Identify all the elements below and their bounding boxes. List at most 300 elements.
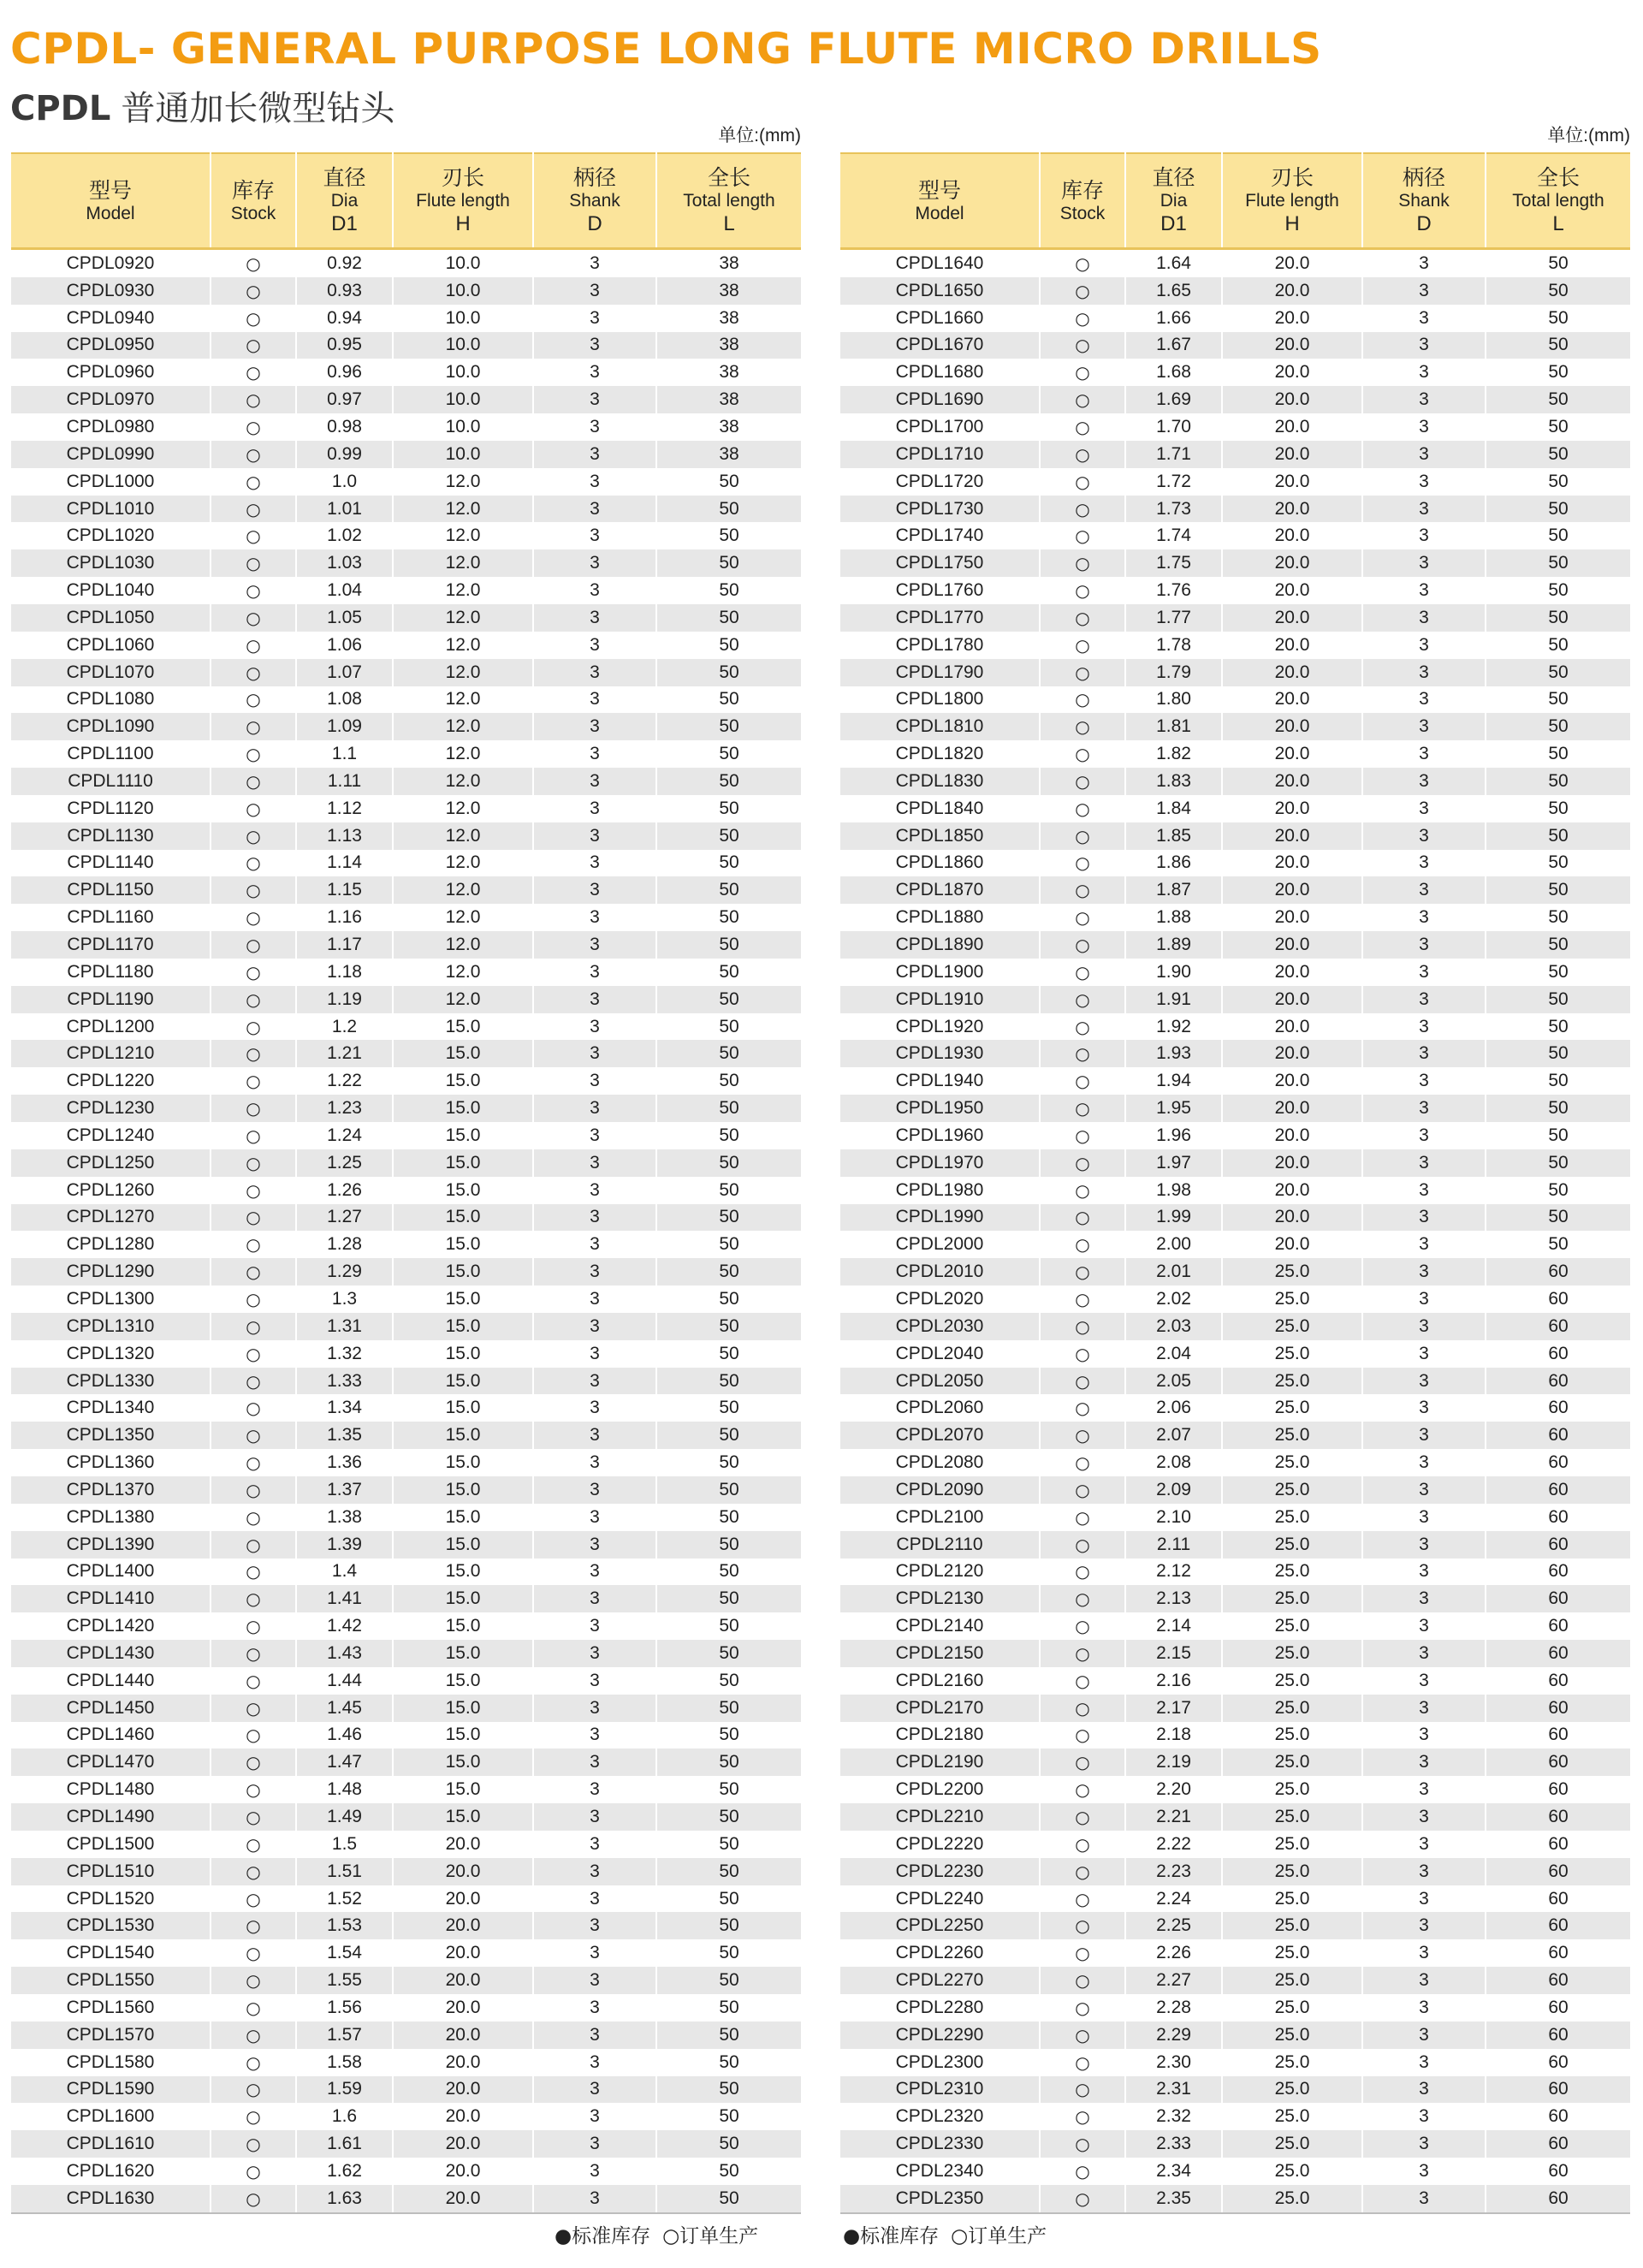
flute-length-cell: 20.0 <box>1222 1204 1362 1232</box>
flute-length-cell: 25.0 <box>1222 1967 1362 1994</box>
model-cell: CPDL1980 <box>895 1179 984 1200</box>
table-row <box>840 1994 1630 2022</box>
total-length-cell: 50 <box>656 1122 801 1149</box>
model-cell: CPDL1820 <box>895 744 984 764</box>
shank-cell: 3 <box>533 822 656 850</box>
flute-length-cell: 20.0 <box>1222 1177 1362 1204</box>
stock-cell: ○ <box>1040 659 1125 686</box>
flute-length-cell: 25.0 <box>1222 1559 1362 1586</box>
dia-cell: 0.96 <box>296 359 393 386</box>
dia-cell: 1.16 <box>296 904 393 931</box>
total-length-cell: 50 <box>656 1422 801 1449</box>
flute-length-cell: 25.0 <box>1222 1612 1362 1640</box>
table-row <box>840 1340 1630 1368</box>
model-cell: CPDL2050 <box>895 1370 984 1391</box>
flute-length-cell: 25.0 <box>1222 1504 1362 1531</box>
total-length-cell: 50 <box>1486 876 1630 904</box>
table-header <box>840 153 1630 249</box>
total-length-cell: 50 <box>1486 577 1630 604</box>
total-length-cell: 50 <box>656 1885 801 1913</box>
stock-cell: ○ <box>1040 1640 1125 1667</box>
dia-cell: 1.25 <box>296 1149 393 1177</box>
table-row <box>11 2103 801 2130</box>
dia-cell: 2.22 <box>1125 1831 1222 1858</box>
shank-cell: 3 <box>1362 931 1486 959</box>
shank-cell: 3 <box>533 305 656 332</box>
dia-cell: 0.98 <box>296 413 393 441</box>
model-cell: CPDL2080 <box>895 1452 984 1473</box>
model-cell: CPDL1970 <box>895 1152 984 1173</box>
dia-cell: 2.26 <box>1125 1939 1222 1967</box>
flute-length-cell: 12.0 <box>393 740 533 768</box>
total-length-cell: 50 <box>656 986 801 1013</box>
model-cell: CPDL2170 <box>895 1697 984 1718</box>
model-cell: CPDL1590 <box>66 2079 155 2099</box>
stock-cell: ○ <box>211 1258 296 1285</box>
total-length-cell: 60 <box>1486 1504 1630 1531</box>
table-row <box>11 1368 801 1395</box>
flute-length-cell: 20.0 <box>1222 277 1362 305</box>
shank-cell: 3 <box>1362 876 1486 904</box>
total-length-cell: 50 <box>656 632 801 659</box>
table-row <box>840 876 1630 904</box>
table-row <box>11 1994 801 2022</box>
total-length-cell: 50 <box>1486 1067 1630 1095</box>
flute-length-cell: 20.0 <box>1222 768 1362 795</box>
total-length-cell: 50 <box>656 1504 801 1531</box>
flute-length-cell: 15.0 <box>393 1285 533 1313</box>
legend-standard-stock: ●标准库存 <box>555 2225 651 2247</box>
table-row <box>840 1204 1630 1232</box>
table-row <box>840 2022 1630 2049</box>
model-cell: CPDL1710 <box>895 443 984 464</box>
model-cell: CPDL1560 <box>66 1997 155 2017</box>
table-row <box>840 1258 1630 1285</box>
shank-cell: 3 <box>1362 1067 1486 1095</box>
shank-cell: 3 <box>533 931 656 959</box>
flute-length-cell: 12.0 <box>393 468 533 496</box>
shank-cell: 3 <box>533 1585 656 1612</box>
table-row <box>840 632 1630 659</box>
stock-cell: ○ <box>1040 2103 1125 2130</box>
model-cell: CPDL1140 <box>67 852 154 873</box>
flute-length-cell: 15.0 <box>393 1095 533 1122</box>
dia-cell: 1.36 <box>296 1449 393 1476</box>
dia-cell: 1.48 <box>296 1776 393 1803</box>
model-cell: CPDL1120 <box>67 798 154 818</box>
flute-length-cell: 20.0 <box>1222 1231 1362 1258</box>
model-cell: CPDL0970 <box>66 389 155 410</box>
dia-cell: 1.95 <box>1125 1095 1222 1122</box>
stock-cell: ○ <box>1040 1695 1125 1722</box>
shank-cell: 3 <box>533 2049 656 2076</box>
dia-cell: 0.97 <box>296 386 393 413</box>
total-length-cell: 50 <box>1486 959 1630 986</box>
flute-length-cell: 12.0 <box>393 577 533 604</box>
shank-cell: 3 <box>533 1340 656 1368</box>
flute-length-cell: 25.0 <box>1222 1340 1362 1368</box>
shank-cell: 3 <box>533 386 656 413</box>
shank-cell: 3 <box>1362 1612 1486 1640</box>
stock-cell: ○ <box>211 1368 296 1395</box>
stock-cell: ○ <box>1040 1585 1125 1612</box>
table-row <box>840 1912 1630 1939</box>
total-length-cell: 50 <box>1486 713 1630 740</box>
flute-length-cell: 25.0 <box>1222 1831 1362 1858</box>
spec-table-left <box>11 152 801 2214</box>
stock-cell: ○ <box>211 1939 296 1967</box>
model-cell: CPDL1670 <box>895 335 984 355</box>
stock-cell: ○ <box>211 822 296 850</box>
stock-cell: ○ <box>1040 522 1125 549</box>
dia-cell: 2.13 <box>1125 1585 1222 1612</box>
dia-cell: 1.2 <box>296 1013 393 1041</box>
total-length-cell: 60 <box>1486 1722 1630 1749</box>
shank-cell: 3 <box>533 876 656 904</box>
stock-cell: ○ <box>1040 468 1125 496</box>
stock-cell: ○ <box>211 1449 296 1476</box>
flute-length-cell: 15.0 <box>393 1204 533 1232</box>
table-row <box>11 1831 801 1858</box>
flute-length-cell: 15.0 <box>393 1177 533 1204</box>
total-length-cell: 50 <box>656 2076 801 2104</box>
shank-cell: 3 <box>533 413 656 441</box>
flute-length-cell: 15.0 <box>393 1748 533 1776</box>
total-length-cell: 60 <box>1486 1803 1630 1831</box>
table-row <box>11 632 801 659</box>
stock-cell: ○ <box>211 496 296 523</box>
table-row <box>11 850 801 877</box>
flute-length-cell: 15.0 <box>393 1258 533 1285</box>
dia-cell: 1.3 <box>296 1285 393 1313</box>
table-row <box>11 686 801 714</box>
dia-cell: 1.03 <box>296 549 393 577</box>
total-length-cell: 50 <box>656 1559 801 1586</box>
shank-cell: 3 <box>533 2103 656 2130</box>
shank-cell: 3 <box>533 768 656 795</box>
flute-length-cell: 25.0 <box>1222 1748 1362 1776</box>
shank-cell: 3 <box>1362 2130 1486 2158</box>
shank-cell: 3 <box>533 1994 656 2022</box>
shank-cell: 3 <box>533 1640 656 1667</box>
dia-cell: 2.30 <box>1125 2049 1222 2076</box>
table-row <box>11 795 801 822</box>
shank-cell: 3 <box>1362 1831 1486 1858</box>
total-length-cell: 50 <box>1486 1231 1630 1258</box>
dia-cell: 2.31 <box>1125 2076 1222 2104</box>
flute-length-cell: 12.0 <box>393 876 533 904</box>
total-length-cell: 60 <box>1486 1748 1630 1776</box>
dia-cell: 1.64 <box>1125 249 1222 277</box>
stock-cell: ○ <box>211 1394 296 1422</box>
flute-length-cell: 25.0 <box>1222 2130 1362 2158</box>
dia-cell: 1.72 <box>1125 468 1222 496</box>
table-row <box>840 413 1630 441</box>
dia-cell: 2.15 <box>1125 1640 1222 1667</box>
model-cell: CPDL1910 <box>895 989 984 1009</box>
table-row <box>11 1885 801 1913</box>
dia-cell: 0.99 <box>296 441 393 468</box>
shank-cell: 3 <box>1362 659 1486 686</box>
table-row <box>11 1531 801 1559</box>
stock-cell: ○ <box>1040 1258 1125 1285</box>
stock-cell: ○ <box>1040 959 1125 986</box>
total-length-cell: 50 <box>656 1095 801 1122</box>
flute-length-cell: 20.0 <box>1222 305 1362 332</box>
stock-cell: ○ <box>1040 1885 1125 1913</box>
stock-cell: ○ <box>1040 1967 1125 1994</box>
dia-cell: 1.73 <box>1125 496 1222 523</box>
flute-length-cell: 15.0 <box>393 1040 533 1067</box>
stock-cell: ○ <box>211 795 296 822</box>
table-row <box>11 1449 801 1476</box>
dia-cell: 1.46 <box>296 1722 393 1749</box>
stock-cell: ○ <box>1040 413 1125 441</box>
stock-cell: ○ <box>211 959 296 986</box>
shank-cell: 3 <box>1362 1231 1486 1258</box>
total-length-cell: 38 <box>656 332 801 359</box>
flute-length-cell: 20.0 <box>1222 522 1362 549</box>
dia-cell: 2.29 <box>1125 2022 1222 2049</box>
dia-cell: 1.34 <box>296 1394 393 1422</box>
stock-cell: ○ <box>211 876 296 904</box>
stock-cell: ○ <box>211 549 296 577</box>
dia-cell: 1.01 <box>296 496 393 523</box>
dia-cell: 2.33 <box>1125 2130 1222 2158</box>
dia-cell: 1.87 <box>1125 876 1222 904</box>
dia-cell: 1.68 <box>1125 359 1222 386</box>
total-length-cell: 50 <box>1486 1095 1630 1122</box>
dia-cell: 1.23 <box>296 1095 393 1122</box>
model-cell: CPDL1850 <box>895 825 984 846</box>
table-row <box>840 2076 1630 2104</box>
model-cell: CPDL1940 <box>895 1071 984 1091</box>
shank-cell: 3 <box>1362 1040 1486 1067</box>
dia-cell: 1.24 <box>296 1122 393 1149</box>
shank-cell: 3 <box>1362 413 1486 441</box>
stock-cell: ○ <box>1040 740 1125 768</box>
stock-cell: ○ <box>211 2130 296 2158</box>
table-row <box>840 2103 1630 2130</box>
flute-length-cell: 20.0 <box>393 1912 533 1939</box>
model-cell: CPDL1330 <box>66 1370 155 1391</box>
stock-cell: ○ <box>211 1422 296 1449</box>
table-row <box>840 1449 1630 1476</box>
model-cell: CPDL2030 <box>895 1315 984 1336</box>
total-length-cell: 50 <box>656 850 801 877</box>
shank-cell: 3 <box>533 740 656 768</box>
stock-cell: ○ <box>1040 496 1125 523</box>
total-length-cell: 50 <box>656 1313 801 1340</box>
flute-length-cell: 25.0 <box>1222 2076 1362 2104</box>
model-cell: CPDL1810 <box>895 716 984 737</box>
table-row <box>11 1776 801 1803</box>
model-cell: CPDL1950 <box>895 1098 984 1119</box>
header-flute-length: 刃长 Flute length H <box>1222 153 1362 249</box>
flute-length-cell: 12.0 <box>393 659 533 686</box>
stock-cell: ○ <box>211 986 296 1013</box>
stock-cell: ○ <box>1040 1531 1125 1559</box>
dia-cell: 2.11 <box>1125 1531 1222 1559</box>
stock-cell: ○ <box>211 632 296 659</box>
shank-cell: 3 <box>1362 1204 1486 1232</box>
dia-cell: 1.82 <box>1125 740 1222 768</box>
dia-cell: 2.21 <box>1125 1803 1222 1831</box>
stock-cell: ○ <box>1040 768 1125 795</box>
flute-length-cell: 15.0 <box>393 1013 533 1041</box>
model-cell: CPDL0930 <box>66 280 155 300</box>
model-cell: CPDL2250 <box>895 1915 984 1936</box>
table-row <box>11 1748 801 1776</box>
dia-cell: 1.76 <box>1125 577 1222 604</box>
flute-length-cell: 20.0 <box>1222 959 1362 986</box>
dia-cell: 1.4 <box>296 1559 393 1586</box>
total-length-cell: 50 <box>656 1912 801 1939</box>
table-row <box>840 1667 1630 1695</box>
model-cell: CPDL2200 <box>895 1779 984 1800</box>
shank-cell: 3 <box>533 1177 656 1204</box>
shank-cell: 3 <box>533 632 656 659</box>
stock-cell: ○ <box>211 1912 296 1939</box>
shank-cell: 3 <box>1362 549 1486 577</box>
model-cell: CPDL2110 <box>896 1534 983 1554</box>
shank-cell: 3 <box>533 1776 656 1803</box>
shank-cell: 3 <box>533 1394 656 1422</box>
total-length-cell: 60 <box>1486 1994 1630 2022</box>
total-length-cell: 50 <box>656 1149 801 1177</box>
stock-cell: ○ <box>1040 305 1125 332</box>
model-cell: CPDL2190 <box>895 1752 984 1772</box>
flute-length-cell: 20.0 <box>393 1994 533 2022</box>
total-length-cell: 50 <box>656 1531 801 1559</box>
model-cell: CPDL1760 <box>895 580 984 601</box>
dia-cell: 1.77 <box>1125 604 1222 632</box>
dia-cell: 1.71 <box>1125 441 1222 468</box>
shank-cell: 3 <box>533 659 656 686</box>
flute-length-cell: 20.0 <box>1222 468 1362 496</box>
stock-cell: ○ <box>1040 1504 1125 1531</box>
flute-length-cell: 25.0 <box>1222 1722 1362 1749</box>
total-length-cell: 50 <box>1486 1204 1630 1232</box>
total-length-cell: 50 <box>656 1967 801 1994</box>
model-cell: CPDL2300 <box>895 2051 984 2072</box>
dia-cell: 2.08 <box>1125 1449 1222 1476</box>
dia-cell: 1.93 <box>1125 1040 1222 1067</box>
legend-made-to-order: ○订单生产 <box>951 2225 1047 2247</box>
total-length-cell: 60 <box>1486 1667 1630 1695</box>
dia-cell: 1.17 <box>296 931 393 959</box>
table-row <box>11 768 801 795</box>
table-row <box>840 713 1630 740</box>
shank-cell: 3 <box>533 1095 656 1122</box>
table-body <box>840 249 1630 2213</box>
flute-length-cell: 25.0 <box>1222 1939 1362 1967</box>
stock-cell: ○ <box>211 2049 296 2076</box>
dia-cell: 1.29 <box>296 1258 393 1285</box>
model-cell: CPDL1010 <box>66 498 155 519</box>
flute-length-cell: 25.0 <box>1222 1776 1362 1803</box>
total-length-cell: 38 <box>656 305 801 332</box>
stock-cell: ○ <box>1040 1122 1125 1149</box>
dia-cell: 2.12 <box>1125 1559 1222 1586</box>
dia-cell: 1.39 <box>296 1531 393 1559</box>
total-length-cell: 50 <box>656 876 801 904</box>
stock-cell: ○ <box>1040 795 1125 822</box>
dia-cell: 2.34 <box>1125 2158 1222 2185</box>
dia-cell: 1.75 <box>1125 549 1222 577</box>
spec-table-right-panel <box>840 120 1630 2214</box>
dia-cell: 2.03 <box>1125 1313 1222 1340</box>
table-row <box>840 2130 1630 2158</box>
model-cell: CPDL1130 <box>67 825 154 846</box>
model-cell: CPDL2270 <box>895 1970 984 1991</box>
stock-cell: ○ <box>211 468 296 496</box>
shank-cell: 3 <box>1362 1559 1486 1586</box>
flute-length-cell: 20.0 <box>1222 713 1362 740</box>
flute-length-cell: 25.0 <box>1222 2158 1362 2185</box>
table-row <box>11 1858 801 1885</box>
flute-length-cell: 25.0 <box>1222 1585 1362 1612</box>
total-length-cell: 50 <box>656 713 801 740</box>
model-cell: CPDL2020 <box>895 1288 984 1309</box>
table-row <box>840 1368 1630 1395</box>
table-row <box>11 1285 801 1313</box>
dia-cell: 1.47 <box>296 1748 393 1776</box>
dia-cell: 1.78 <box>1125 632 1222 659</box>
shank-cell: 3 <box>1362 1340 1486 1368</box>
table-row <box>840 1640 1630 1667</box>
dia-cell: 1.42 <box>296 1612 393 1640</box>
model-cell: CPDL1360 <box>66 1452 155 1473</box>
shank-cell: 3 <box>1362 441 1486 468</box>
flute-length-cell: 15.0 <box>393 1803 533 1831</box>
shank-cell: 3 <box>533 549 656 577</box>
total-length-cell: 50 <box>656 795 801 822</box>
shank-cell: 3 <box>1362 1667 1486 1695</box>
stock-cell: ○ <box>211 768 296 795</box>
flute-length-cell: 20.0 <box>1222 686 1362 714</box>
stock-cell: ○ <box>211 1695 296 1722</box>
total-length-cell: 50 <box>656 1776 801 1803</box>
dia-cell: 1.44 <box>296 1667 393 1695</box>
model-cell: CPDL1000 <box>66 471 155 491</box>
shank-cell: 3 <box>1362 1422 1486 1449</box>
model-cell: CPDL1530 <box>66 1915 155 1936</box>
flute-length-cell: 20.0 <box>1222 740 1362 768</box>
table-row <box>840 1612 1630 1640</box>
dia-cell: 2.09 <box>1125 1476 1222 1504</box>
header-dia: 直径 Dia D1 <box>1125 153 1222 249</box>
total-length-cell: 50 <box>656 822 801 850</box>
table-row <box>11 959 801 986</box>
total-length-cell: 50 <box>656 1258 801 1285</box>
dia-cell: 1.66 <box>1125 305 1222 332</box>
shank-cell: 3 <box>1362 904 1486 931</box>
flute-length-cell: 15.0 <box>393 1667 533 1695</box>
total-length-cell: 50 <box>1486 386 1630 413</box>
shank-cell: 3 <box>1362 1912 1486 1939</box>
flute-length-cell: 12.0 <box>393 604 533 632</box>
stock-cell: ○ <box>211 1122 296 1149</box>
flute-length-cell: 25.0 <box>1222 1394 1362 1422</box>
shank-cell: 3 <box>533 332 656 359</box>
flute-length-cell: 20.0 <box>1222 441 1362 468</box>
total-length-cell: 50 <box>656 686 801 714</box>
table-row <box>840 1067 1630 1095</box>
flute-length-cell: 12.0 <box>393 549 533 577</box>
model-cell: CPDL1470 <box>66 1752 155 1772</box>
dia-cell: 1.43 <box>296 1640 393 1667</box>
